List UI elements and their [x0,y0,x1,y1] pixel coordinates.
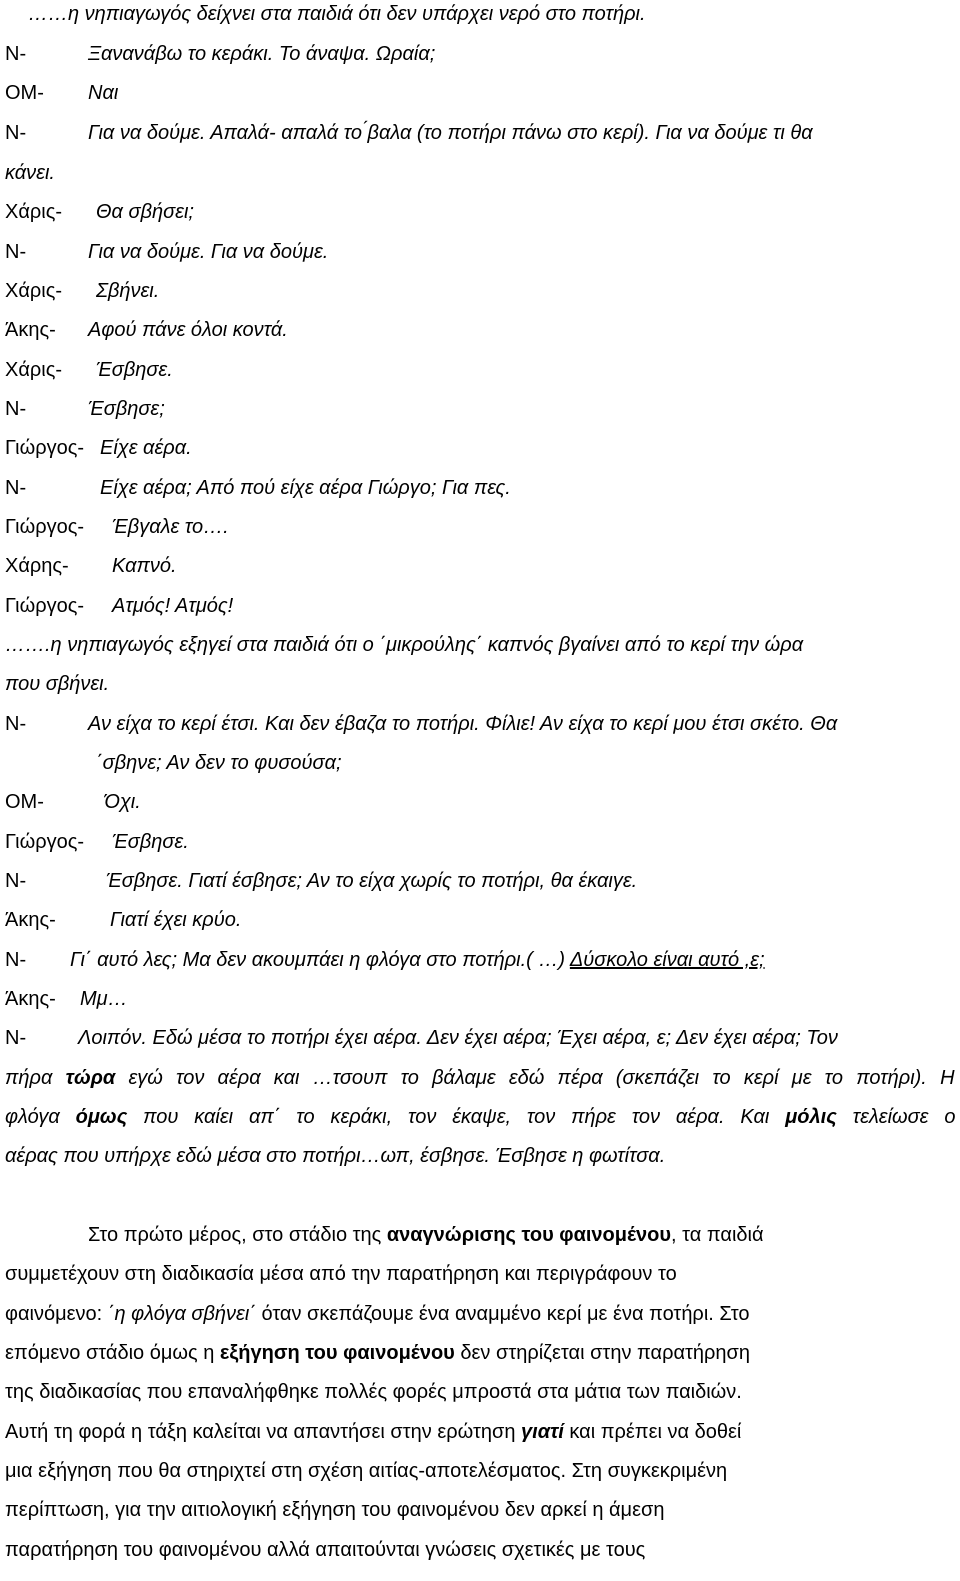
speaker: Ν- [5,477,27,499]
body-paragraph-line: επόμενο στάδιο όμως η εξήγηση του φαινομένου δεν στηρίζεται στην παρατήρηση [5,1342,751,1364]
body-paragraph-line: φαινόμενο: ΄η φλόγα σβήνει΄ όταν σκεπάζουμε ένα αναμμένο κερί με ένα ποτήρι. Στο [5,1303,750,1325]
speaker: Άκης- [5,988,56,1010]
body-paragraph-line: μια εξήγηση που θα στηριχτεί στη σχέση αιτίας-αποτελέσματος. Στη συγκεκριμένη [5,1460,728,1482]
utterance: Αφού πάνε όλοι κοντά. [88,319,288,341]
utterance: Λοιπόν. Εδώ μέσα το ποτήρι έχει αέρα. Δεν έχει αέρα; Έχει αέρα, ε; Δεν έχει αέρα; Τον [78,1027,838,1049]
body-paragraph-line: συμμετέχουν στη διαδικασία μέσα από την παρατήρηση και περιγράφουν το [5,1263,677,1285]
utterance: Μμ… [80,988,128,1010]
utterance: Θα σβήσει; [96,201,194,223]
utterance: κάνει. [5,162,55,184]
utterance: Για να δούμε. Για να δούμε. [88,241,329,263]
speaker: Χάρις- [5,359,63,381]
speaker: ΟΜ- [5,82,44,104]
speaker: Χάρις- [5,201,63,223]
utterance: Ξανανάβω το κεράκι. Το άναψα. Ωραία; [88,43,436,65]
narration-note: που σβήνει. [5,673,110,695]
speaker: Ν- [5,122,27,144]
speaker: Ν- [5,1027,27,1049]
body-paragraph-line: της διαδικασίας που επαναλήφθηκε πολλές φορές μπροστά στα μάτια των παιδιών. [5,1381,742,1403]
narration-note: …….η νηπιαγωγός εξηγεί στα παιδιά ότι ο ΄μικρούλης΄ καπνός βγαίνει από το κερί την ώρα [5,634,804,656]
speaker: Χάρις- [5,280,63,302]
speaker: Χάρης- [5,555,69,577]
underlined-phrase: Δύσκολο είναι αυτό ,ε; [569,949,765,971]
body-paragraph-line: Στο πρώτο μέρος, στο στάδιο της αναγνώρισης του φαινομένου, τα παιδιά [88,1224,764,1246]
utterance: Γι΄ αυτό λες; Μα δεν ακουμπάει η φλόγα στο ποτήρι.( …) Δύσκολο είναι αυτό ,ε; [70,949,765,971]
utterance: Ατμός! Ατμός! [112,595,234,617]
speaker: Ν- [5,870,27,892]
speaker: Γιώργος- [5,831,85,853]
speaker: Ν- [5,949,27,971]
utterance: Σβήνει. [96,280,160,302]
utterance: Ναι [88,82,119,104]
speaker: Ν- [5,43,27,65]
utterance-continuation: αέρας που υπήρχε εδώ μέσα στο ποτήρι…ωπ, έσβησε. Έσβησε η φωτίτσα. [5,1145,666,1167]
speaker: Ν- [5,398,27,420]
utterance: Έσβησε. [96,359,173,381]
body-paragraph-line: Αυτή τη φορά η τάξη καλείται να απαντήσει στην ερώτηση γιατί και πρέπει να δοθεί [5,1421,742,1443]
narration-note: ……η νηπιαγωγός δείχνει στα παιδιά ότι δεν υπάρχει νερό στο ποτήρι. [28,3,646,25]
speaker: Ν- [5,241,27,263]
speaker: Άκης- [5,319,56,341]
speaker: Γιώργος- [5,516,85,538]
speaker: Γιώργος- [5,437,85,459]
utterance: Είχε αέρα; Από πού είχε αέρα Γιώργο; Για πες. [100,477,511,499]
body-paragraph-line: παρατήρηση του φαινομένου αλλά απαιτούνται γνώσεις σχετικές με τους [5,1539,646,1561]
speaker: Ν- [5,713,27,735]
utterance: Έσβησε. Γιατί έσβησε; Αν το είχα χωρίς το ποτήρι, θα έκαιγε. [106,870,638,892]
speaker: Γιώργος- [5,595,85,617]
utterance: Όχι. [104,791,141,813]
utterance: Είχε αέρα. [100,437,192,459]
utterance: Για να δούμε. Απαλά- απαλά το ́βαλα (το ποτήρι πάνω στο κερί). Για να δούμε τι θα [88,122,813,144]
utterance: ΄σβηνε; Αν δεν το φυσούσα; [96,752,342,774]
utterance-continuation: φλόγα όμως που καίει απ΄ το κεράκι, τον έκαψε, τον πήρε τον αέρα. Και μόλις τελείωσε ο [5,1106,956,1128]
utterance: Έβγαλε το…. [112,516,229,538]
speaker: ΟΜ- [5,791,44,813]
utterance: Έσβησε; [88,398,165,420]
body-paragraph-line: περίπτωση, για την αιτιολογική εξήγηση του φαινομένου δεν αρκεί η άμεση [5,1499,665,1521]
utterance: Αν είχα το κερί έτσι. Και δεν έβαζα το ποτήρι. Φίλιε! Αν είχα το κερί μου έτσι σκέτο. Θα [88,713,838,735]
speaker: Άκης- [5,909,56,931]
utterance: Καπνό. [112,555,177,577]
utterance: Έσβησε. [112,831,189,853]
utterance-continuation: πήρα τώρα εγώ τον αέρα και …τσουπ το βάλαμε εδώ πέρα (σκεπάζει το κερί με το ποτήρι). Η [5,1067,955,1089]
utterance: Γιατί έχει κρύο. [110,909,242,931]
